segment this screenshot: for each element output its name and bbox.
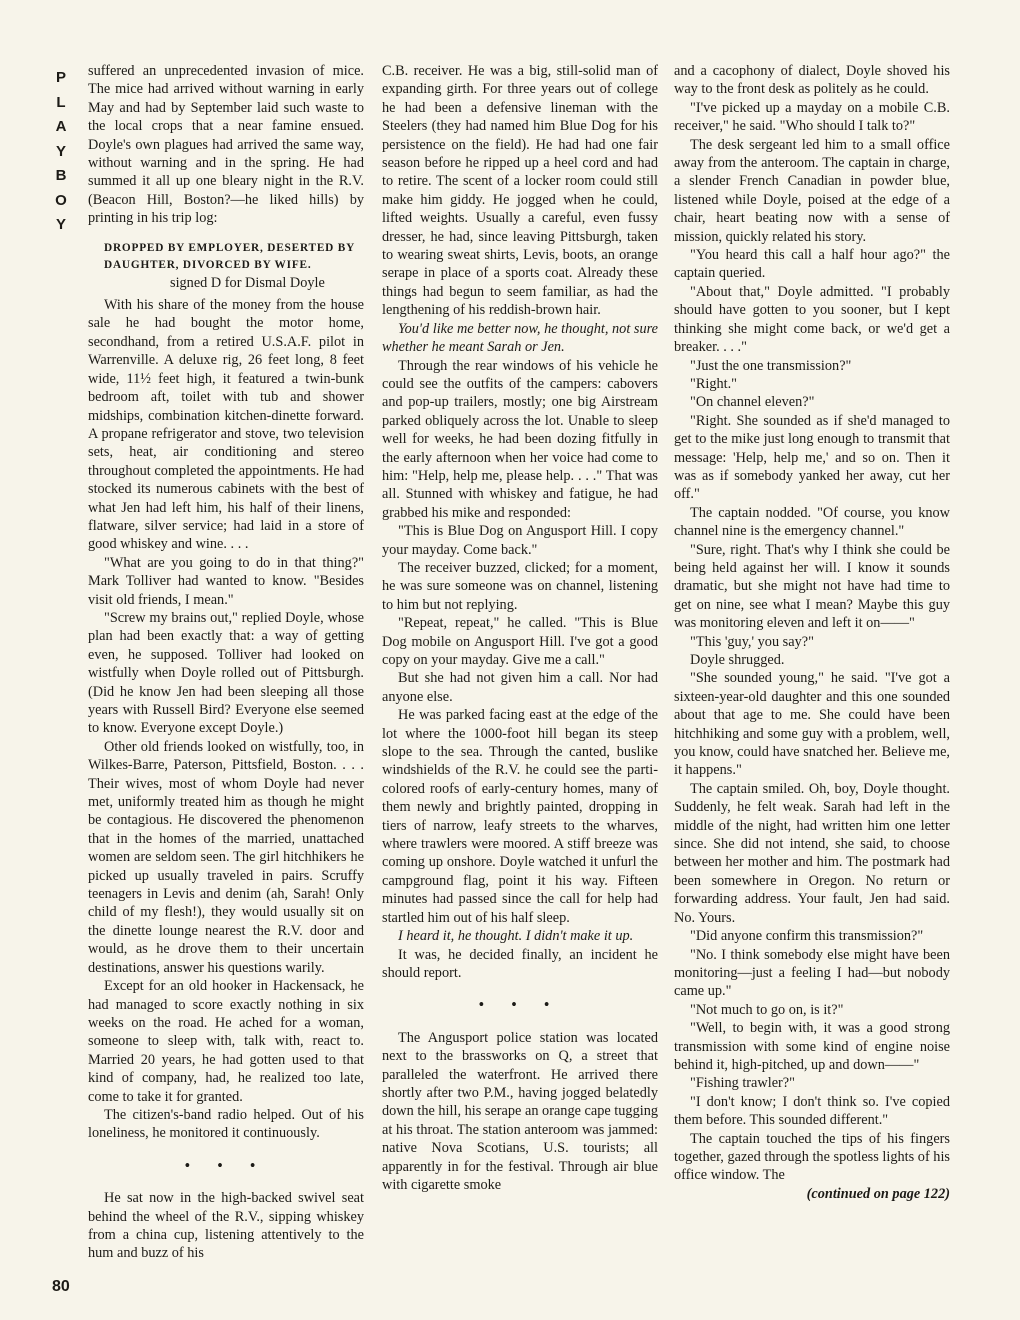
column-1 (88, 62, 364, 1263)
paragraph: The receiver buzzed, clicked; for a moment, he was sure someone was on channel, listening to him but not replying. (382, 559, 658, 613)
paragraph: C.B. receiver. He was a big, still-solid man of expanding girth. For three years out of college he had been a defensive lineman with the Steelers (they had named him Blue Dog for his persistence on the field). He had had one fair season before he ripped up a heel cord and had to retire. The scent of a locker room could still make him giddy. He jogged when he could, lifted weights. Usually a careful, even fussy dresser, he had, since leaving Pittsburgh, taken to wearing sweat shirts, Levis, boots, an orange serape in place of a sports coat. Already these things had begun to seem familiar, as had the lengthening of his reddish-brown hair. (382, 63, 658, 319)
paragraph: "You heard this call a half hour ago?" the captain queried. (674, 247, 950, 282)
paragraph: suffered an unprecedented invasion of mice. The mice had arrived without warning in early May and had by September laid such waste to the local crops that a near famine ensued. Doyle's own plagues had arrived the same way, without warning and in the spring. He had summed it all up one bleary night in the R.V. (Beacon Hill, Boston?—he liked hills) by printing in his trip log: (88, 63, 364, 227)
log-signature: signed D for Dismal Doyle (170, 274, 325, 291)
paragraph: "She sounded young," he said. "I've got a sixteen-year-old daughter and this one sounded about that age to me. She could have been hitchhiking and some guy with a problem, well, you know, could have snatched her. Believe me, it happens." (674, 670, 950, 779)
paragraph: You'd like me better now, he thought, not sure whether he meant Sarah or Jen. (382, 320, 658, 356)
paragraph: "Just the one transmission?" (690, 357, 852, 374)
paragraph: Other old friends looked on wistfully, too, in Wilkes-Barre, Paterson, Pittsfield, Boston. . . . Their wives, most of whom Doyle had never met, uniformly treated him as though he might be contagious. He discovered the phenomenon that in the homes of the married, unattached women are seldom seen. The girl hitchhikers he picked up usually traveled in pairs. Scruffy teenagers in Levis and denim (ah, Sarah! Only child of my flesh!), they would usually sit on the dinette lounge nearest the R.V. door and would, as he drove them to their uncertain destinations, answer his questions warily. (88, 738, 364, 976)
paragraph: "What are you going to do in that thing?" Mark Tolliver had wanted to know. "Besides visit old friends, I mean." (88, 554, 364, 608)
column-2 (382, 62, 658, 1194)
paragraph: "Right." (690, 375, 738, 392)
masthead-letter: L (56, 93, 66, 111)
masthead-letter: P (55, 69, 66, 86)
paragraph: "Right. She sounded as if she'd managed to get to the mike just long enough to transmit that message: 'Help, help me,' and so on. Then it was as if somebody yanked her away, cut her off." (674, 412, 950, 503)
paragraph: "Sure, right. That's why I think she could be being held against her will. I know it sounds dramatic, but she might not have had time to get on nine, see what I mean? Maybe this guy was monitoring eleven and left it on——" (674, 541, 950, 632)
paragraph: He was parked facing east at the edge of the lot where the 1000-foot hill began its steep slope to the sea. Through the canted, buslike windshields of the R.V. he could see the parti-colored roofs of early-century homes, many of them newly and brightly painted, dropping in tiers of narrow, leafy streets to the wharves, where trawlers were moored. A stiff breeze was coming up onshore. Doyle watched it unfurl the campground flag, point it his way. Fifteen minutes had passed since the call for help had startled him out of his half sleep. (382, 707, 658, 926)
masthead-letter: A (55, 118, 67, 135)
paragraph: The Angusport police station was located next to the brassworks on Q, a street that paralleled the waterfront. He arrived there shortly after two P.M., having jogged belatedly down the hill, his serape an orange cape tugging at his throat. The station anteroom was jammed: native Nova Scotians, U.S. tourists; all apparently in for the festival. Through air blue with cigarette smoke (382, 1029, 658, 1193)
page-number: 80 (52, 1278, 70, 1295)
masthead-letter: Y (55, 216, 66, 233)
paragraph: "On channel eleven?" (690, 394, 815, 411)
section-break: • • • (184, 1157, 268, 1174)
paragraph: I heard it, he thought. I didn't make it up. (398, 928, 634, 945)
column-3 (674, 62, 950, 1203)
paragraph: The captain smiled. Oh, boy, Doyle thought. Suddenly, he felt weak. Sarah had left in the middle of the night, had written him one letter since. She did not intend, she said, to choose between her mother and him. The postmark had been somewhere in Oregon. No return or forwarding address. Your fault, Jen had said. No. Yours. (674, 780, 950, 926)
paragraph: "Well, to begin with, it was a good strong transmission with some kind of engine noise behind it, high-pitched, up and down——" (674, 1020, 950, 1073)
masthead-letter: O (55, 191, 67, 209)
paragraph: "Not much to go on, is it?" (690, 1001, 844, 1018)
paragraph: Doyle shrugged. (690, 652, 785, 668)
paragraph: It was, he decided finally, an incident he should report. (382, 946, 658, 981)
paragraph: The citizen's-band radio helped. Out of his loneliness, he monitored it continuously. (88, 1106, 364, 1142)
masthead-letter: Y (55, 142, 66, 160)
paragraph: "Did anyone confirm this transmission?" (690, 928, 924, 945)
masthead-letter: B (55, 167, 67, 184)
log-entry: DROPPED BY EMPLOYER, DESERTED BY DAUGHTER, DIVORCED BY WIFE. (104, 241, 355, 271)
paragraph: "About that," Doyle admitted. "I probably should have gotten to you sooner, but I kept thinking she might come back, or we'd get a breaker. . . ." (674, 283, 950, 356)
section-break: • • • (478, 997, 562, 1014)
paragraph: But she had not given him a call. Nor had anyone else. (382, 670, 658, 705)
paragraph: "This 'guy,' you say?" (690, 633, 814, 650)
paragraph: "Fishing trawler?" (690, 1075, 795, 1092)
paragraph: The captain nodded. "Of course, you know channel nine is the emergency channel." (674, 504, 950, 540)
masthead (50, 66, 72, 238)
paragraph: Except for an old hooker in Hackensack, he had managed to score exactly nothing in six weeks on the road. He ached for a woman, someone to sleep with, talk with, react to. Married 20 years, he had gotten used to that kind of company, had, he realized too late, come to take it for granted. (88, 978, 364, 1105)
paragraph: and a cacophony of dialect, Doyle shoved his way to the front desk as politely as he could. (674, 63, 950, 98)
paragraph: Through the rear windows of his vehicle he could see the outfits of the campers: cabovers and pop-up trailers, mostly; one big Airstream parked obliquely across the lot. Unable to sleep well for weeks, he had been dozing fitfully in the early afternoon when her voice had come to him: "Help, help me, please help. . . ." That was all. Stunned with whiskey and fatigue, he had grabbed his mike and responded: (382, 357, 658, 521)
paragraph: "Screw my brains out," replied Doyle, whose plan had been exactly that: a way of getting even, he supposed. Tolliver had looked on wistfully when Doyle rolled out of Pittsburgh. (Did he know Jen had been sleeping all those years with Russell Bird? Everyone else seemed to know. Everyone except Doyle.) (88, 609, 364, 737)
paragraph: The captain touched the tips of his fingers together, gazed through the spotless lights of his office window. The (674, 1130, 950, 1184)
continued-note: (continued on page 122) (806, 1185, 950, 1202)
paragraph: "I've picked up a mayday on a mobile C.B. receiver," he said. "Who should I talk to?" (674, 99, 950, 135)
paragraph: The desk sergeant led him to a small office away from the anteroom. The captain in charge, a slender French Canadian in powder blue, listened while Doyle, poised at the edge of a chair, heart beating now with a sense of mission, quickly related his story. (674, 136, 950, 245)
paragraph: "Repeat, repeat," he called. "This is Blue Dog mobile on Angusport Hill. I've got a good copy on your mayday. Give me a call." (382, 615, 658, 668)
paragraph: "I don't know; I don't think so. I've copied them before. This sounded different." (674, 1093, 950, 1129)
paragraph: "This is Blue Dog on Angusport Hill. I copy your mayday. Come back." (382, 523, 658, 558)
paragraph: He sat now in the high-backed swivel seat behind the wheel of the R.V., sipping whiskey from a china cup, listening attentively to the hum and buzz of his (88, 1190, 364, 1262)
paragraph: With his share of the money from the house sale he had bought the motor home, secondhand, from a retired U.S.A.F. pilot in Warrenville. A deluxe rig, 26 feet long, 8 feet wide, 11½ feet high, it featured a twin-bunk bedroom aft, toilet with tub and shower midships, combination kitchen-dinette forward. A propane refrigerator and stove, two television sets, heat, air conditioning and stereo throughout completed the appointments. He had stocked its numerous cabinets with the best of what Jen had left him, his half of their linens, flatware, silver service; had laid in a store of good whiskey and wine. . . . (88, 297, 364, 553)
paragraph: "No. I think somebody else might have been monitoring—just a feeling I had—but nobody came up." (674, 946, 950, 1000)
